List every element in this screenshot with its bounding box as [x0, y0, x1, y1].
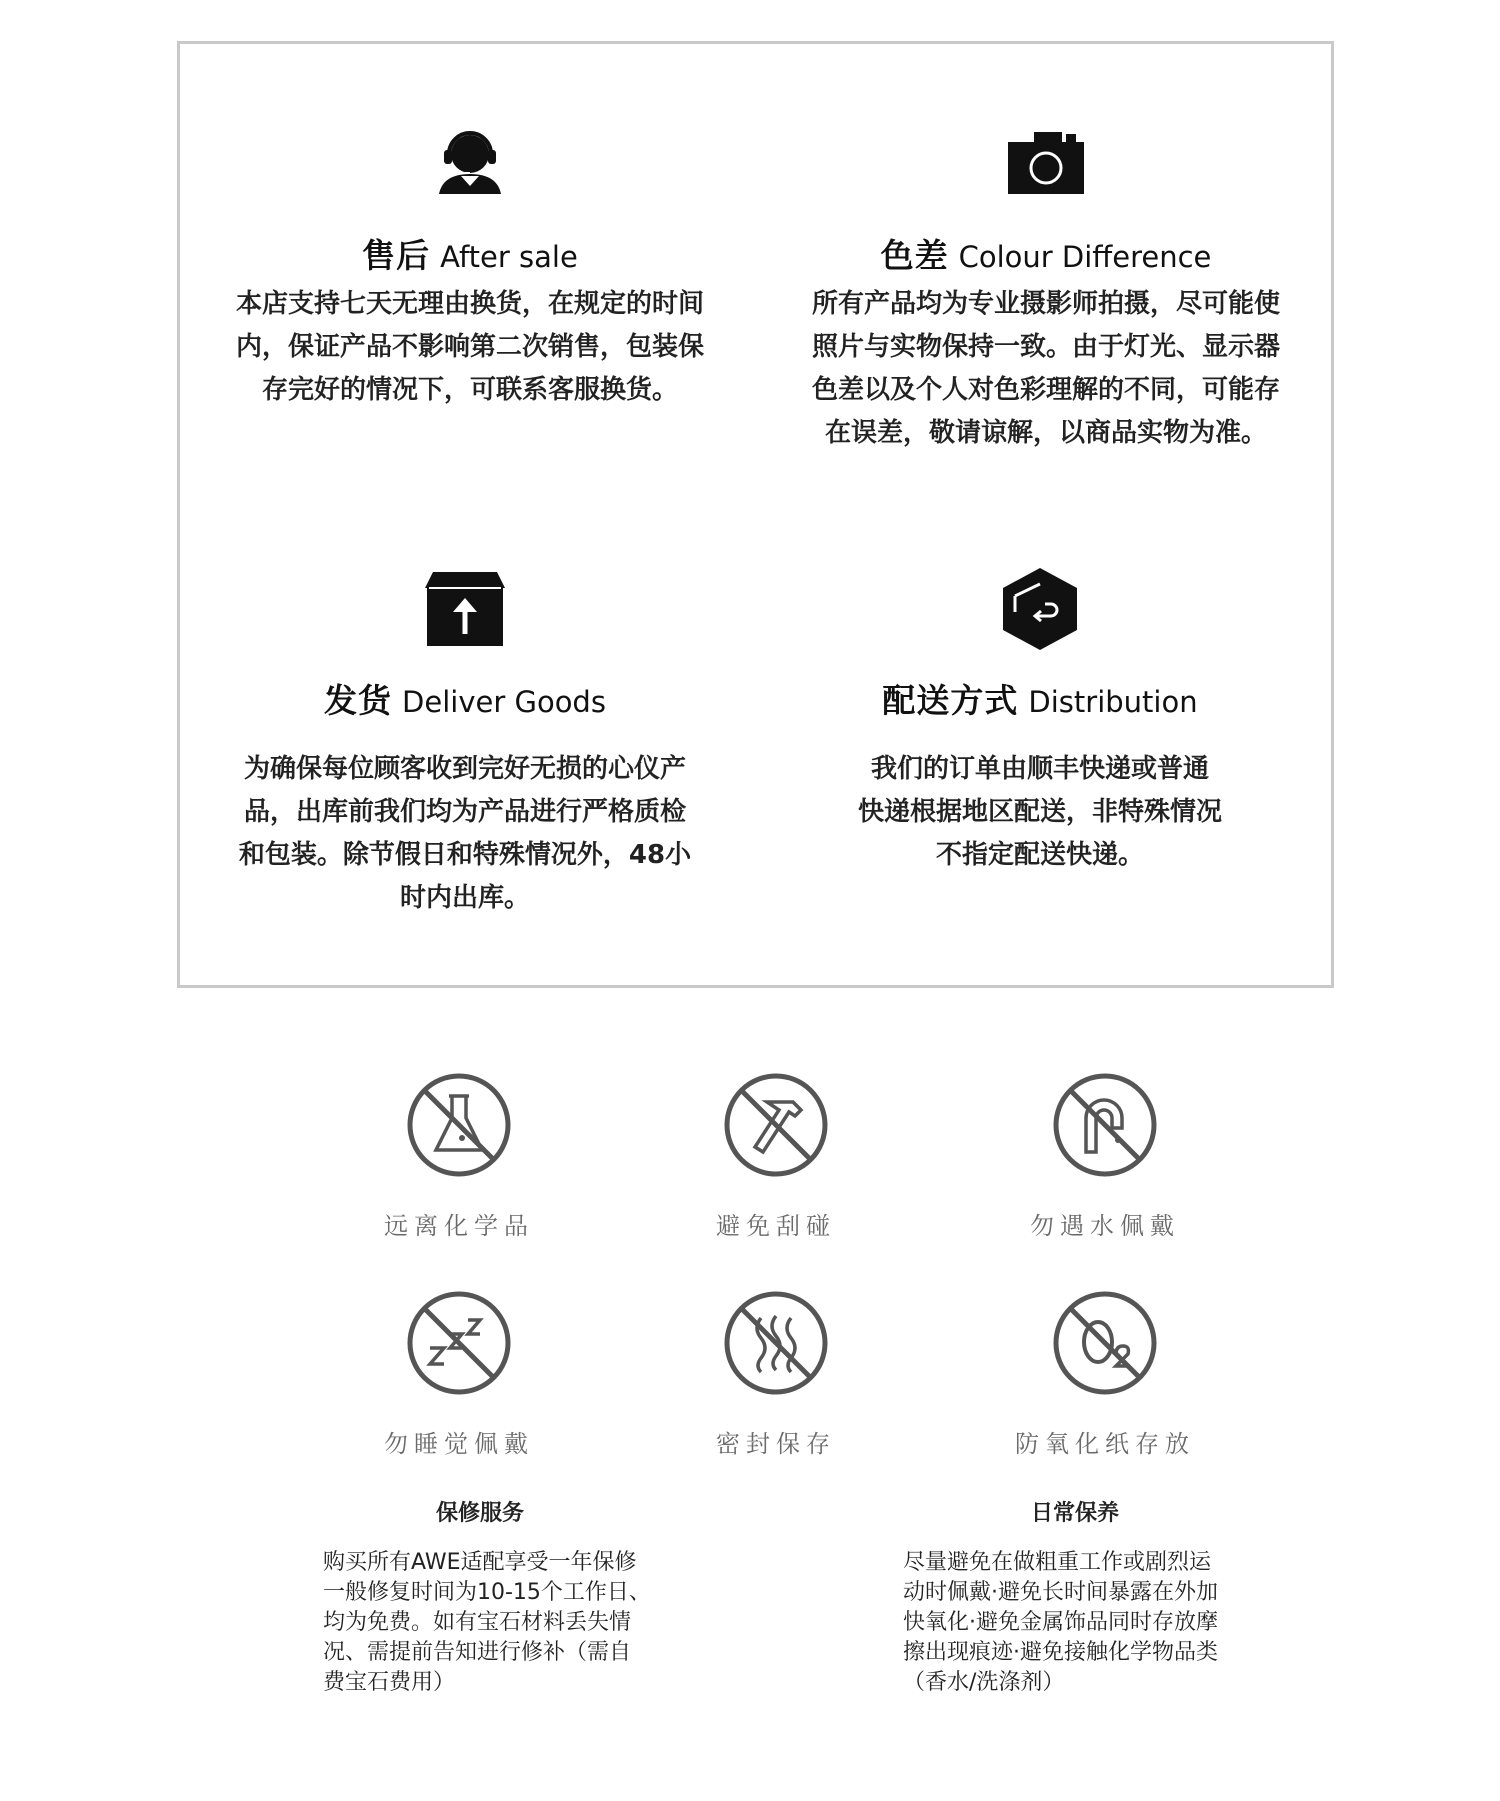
care-item-no-water: [995, 1072, 1215, 1241]
maintenance-line: 尽量避免在做粗重工作或剧烈运: [903, 1550, 1212, 1575]
after-sale-line: 内，保证产品不影响第二次销售，包装保: [235, 332, 704, 362]
care-item-sealed: [666, 1290, 886, 1459]
maintenance-line: 动时佩戴·避免长时间暴露在外加: [903, 1580, 1218, 1605]
no-water-icon: [1052, 1072, 1158, 1178]
deliver-goods-title-cn: 发货: [324, 681, 393, 720]
warranty-line: 一般修复时间为10-15个工作日、: [323, 1580, 651, 1605]
distribution-block: [770, 560, 1310, 880]
deliver-goods-line: 时内出库。: [399, 883, 530, 913]
warranty-line: 费宝石费用）: [323, 1670, 456, 1695]
package-return-icon: [1001, 568, 1079, 650]
box-upload-icon: [425, 570, 505, 646]
deliver-goods-title-en: Deliver Goods: [402, 685, 606, 719]
maintenance-line: 擦出现痕迹·避免接触化学物品类: [903, 1640, 1218, 1665]
distribution-line: 不指定配送快递。: [935, 840, 1144, 870]
after-sale-line: 存完好的情况下，可联系客服换货。: [261, 375, 678, 405]
camera-icon: [1008, 130, 1084, 194]
distribution-title-en: Distribution: [1028, 685, 1198, 719]
no-heat-icon: [723, 1290, 829, 1396]
care-item-no-sleep: [349, 1290, 569, 1459]
care-label: 密封保存: [716, 1430, 836, 1458]
after-sale-title-en: After sale: [440, 240, 578, 274]
care-label: 远离化学品: [384, 1212, 534, 1240]
maintenance-line: （香水/洗涤剂）: [903, 1670, 1065, 1695]
after-sale-title-cn: 售后: [362, 236, 431, 275]
warranty-title: 保修服务: [435, 1501, 524, 1526]
care-item-no-scratch: [666, 1072, 886, 1241]
no-sleep-icon: [406, 1290, 512, 1396]
deliver-goods-block: [195, 560, 735, 920]
colour-difference-block: [776, 120, 1316, 460]
distribution-title-cn: 配送方式: [882, 681, 1019, 720]
warranty-line: 均为免费。如有宝石材料丢失情: [323, 1610, 632, 1635]
deliver-goods-line: 品，出库前我们均为产品进行严格质检: [243, 797, 686, 827]
care-label: 防氧化纸存放: [1015, 1430, 1195, 1458]
maintenance-title: 日常保养: [1030, 1501, 1119, 1526]
deliver-goods-line: 为确保每位顾客收到完好无损的心仪产: [243, 754, 686, 784]
warranty-body: [323, 1548, 651, 1698]
customer-service-icon: [435, 130, 505, 194]
care-item-anti-oxidation: [995, 1290, 1215, 1459]
colour-difference-line: 在误差，敬请谅解，以商品实物为准。: [824, 418, 1267, 448]
colour-difference-line: 所有产品均为专业摄影师拍摄，尽可能使: [811, 289, 1280, 319]
after-sale-block: [200, 120, 740, 420]
care-item-no-chemicals: [349, 1072, 569, 1241]
maintenance-body: [903, 1548, 1218, 1698]
care-label: 勿睡觉佩戴: [384, 1430, 534, 1458]
care-label: 避免刮碰: [716, 1212, 836, 1240]
no-hammer-icon: [723, 1072, 829, 1178]
after-sale-line: 本店支持七天无理由换货，在规定的时间: [235, 289, 704, 319]
maintenance-line: 快氧化·避免金属饰品同时存放摩: [903, 1610, 1218, 1635]
no-chemicals-icon: [406, 1072, 512, 1178]
warranty-line: 况、需提前告知进行修补（需自: [323, 1640, 632, 1665]
colour-difference-line: 色差以及个人对色彩理解的不同，可能存: [811, 375, 1280, 405]
colour-difference-title-en: Colour Difference: [958, 240, 1212, 274]
distribution-line: 我们的订单由顺丰快递或普通: [870, 754, 1209, 784]
colour-difference-title-cn: 色差: [880, 236, 949, 275]
distribution-line: 快递根据地区配送，非特殊情况: [857, 797, 1222, 827]
deliver-goods-line: 和包装。除节假日和特殊情况外，48小: [238, 840, 692, 870]
colour-difference-line: 照片与实物保持一致。由于灯光、显示器: [811, 332, 1280, 362]
care-label: 勿遇水佩戴: [1030, 1212, 1180, 1240]
warranty-line: 购买所有AWE适配享受一年保修: [323, 1550, 637, 1575]
no-oxygen-icon: [1052, 1290, 1158, 1396]
